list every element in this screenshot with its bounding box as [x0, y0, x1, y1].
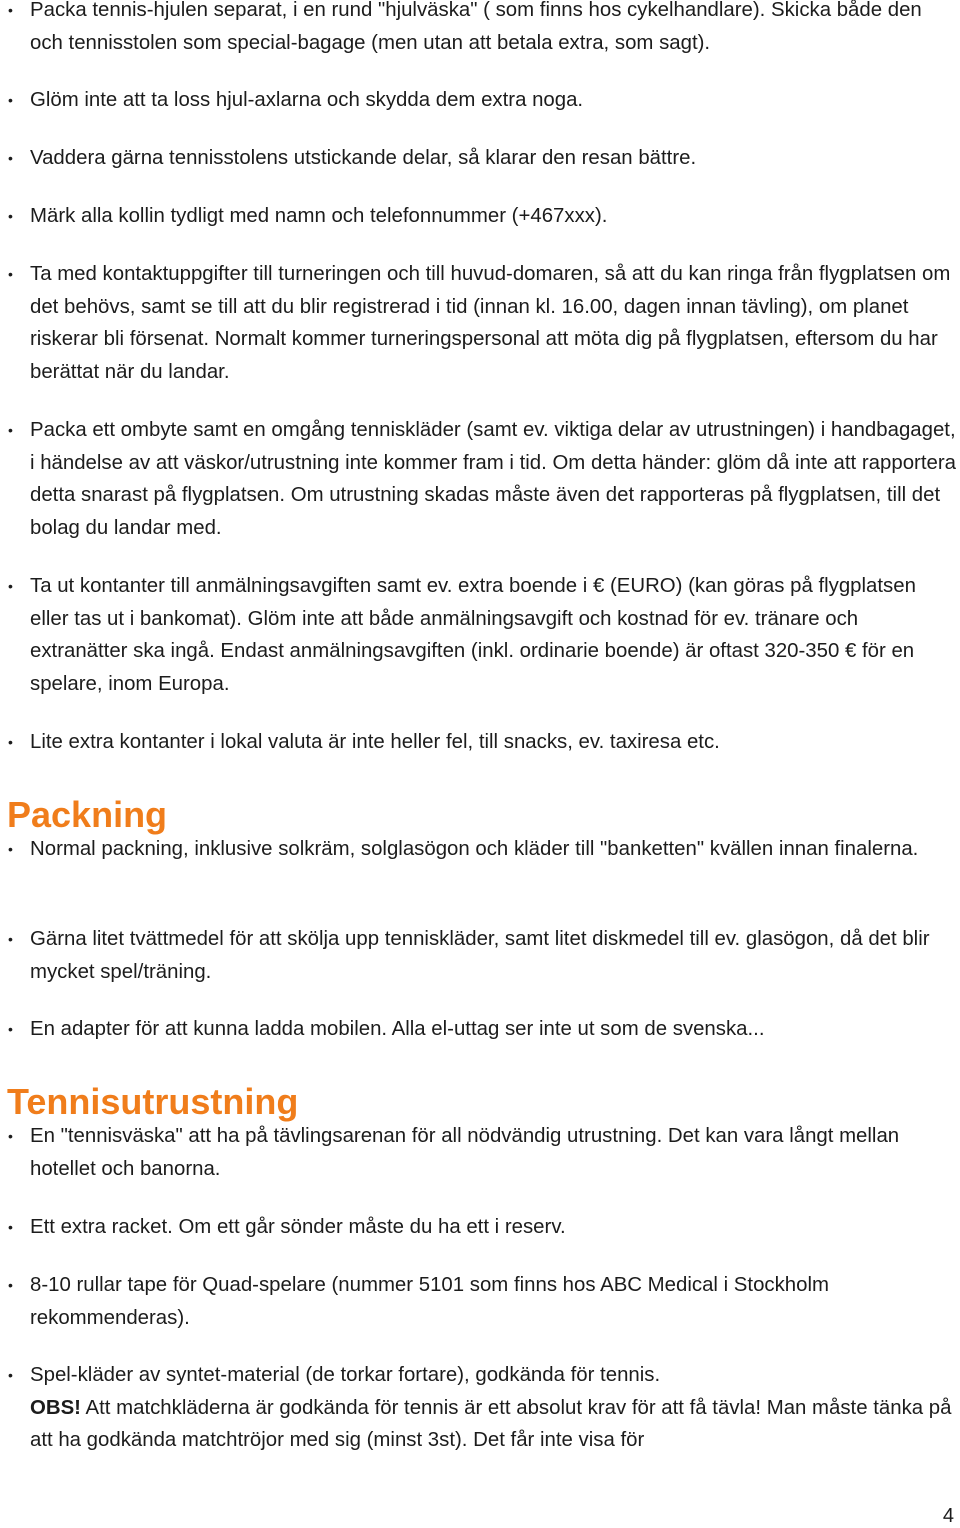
list-item: • Märk alla kollin tydligt med namn och telefonnummer (+467xxx).: [0, 200, 607, 233]
list-item: • Gärna litet tvättmedel för att skölja upp tenniskläder, samt litet diskmedel till ev. glasögon, då det blir mycket spel/träning.: [0, 923, 958, 988]
section-heading-packning: Packning: [7, 794, 168, 835]
list-item: • Ett extra racket. Om ett går sönder måste du ha ett i reserv.: [0, 1211, 566, 1244]
list-item: • Packa ett ombyte samt en omgång tenniskläder (samt ev. viktiga delar av utrustningen) i handbagaget, i händelse av att väskor/utrustning inte kommer fram i tid. Om detta händer: glöm då inte att rapportera detta snarast på flygplatsen. Om utrustning skadas måste även det rapporteras på flygplatsen, till det bolag du landar med.: [0, 414, 958, 545]
list-item-text: Spel-kläder av syntet-material (de torkar fortare), godkända för tennis.: [30, 1364, 661, 1386]
obs-label: OBS!: [30, 1396, 81, 1419]
list-item: • Ta ut kontanter till anmälningsavgiften samt ev. extra boende i € (EURO) (kan göras på flygplatsen eller tas ut i bankomat). Glöm inte att både anmälningsavgift och kostnad för ev. tränare och extranätter ska ingå. Endast anmälningsavgiften (inkl. ordinarie boende) är oftast 320-350 € för en spelare, inom Europa.: [0, 570, 958, 701]
list-item: • Normal packning, inklusive solkräm, solglasögon och kläder till "banketten" kvällen innan finalerna.: [0, 833, 918, 866]
page-number: 4: [942, 1505, 954, 1527]
section-heading-tennisutrustning: Tennisutrustning: [7, 1081, 299, 1122]
list-item: • Vaddera gärna tennisstolens utstickande delar, så klarar den resan bättre.: [0, 142, 696, 175]
list-item: • En adapter för att kunna ladda mobilen. Alla el-uttag ser inte ut som de svenska...: [0, 1013, 765, 1046]
list-item: [0, 1359, 958, 1457]
list-item: • Glöm inte att ta loss hjul-axlarna och skydda dem extra noga.: [0, 84, 583, 117]
list-item: • Ta med kontaktuppgifter till turneringen och till huvud-domaren, så att du kan ringa från flygplatsen om det behövs, samt se till att du blir registrerad i tid (innan kl. 16.00, dagen innan tävling), om planet riskerar bli försenat. Normalt kommer turneringspersonal att möta dig på flygplatsen, eftersom du har berättat när du landar.: [0, 258, 958, 389]
list-item: • En "tennisväska" att ha på tävlingsarenan för all nödvändig utrustning. Det kan vara långt mellan hotellet och banorna.: [0, 1120, 958, 1185]
obs-text: Att matchkläderna är godkända för tennis är ett absolut krav för att få tävla! Man måste tänka på att ha godkända matchtröjor med sig (minst 3st). Det får inte visa för: [30, 1396, 952, 1452]
list-item: • Lite extra kontanter i lokal valuta är inte heller fel, till snacks, ev. taxiresa etc.: [0, 726, 720, 759]
list-item: • Packa tennis-hjulen separat, i en rund "hjulväska" ( som finns hos cykelhandlare). Skicka både den och tennisstolen som special-bagage (men utan att betala extra, som sagt).: [0, 0, 958, 59]
list-item: • 8-10 rullar tape för Quad-spelare (nummer 5101 som finns hos ABC Medical i Stockholm rekommenderas).: [0, 1269, 958, 1334]
